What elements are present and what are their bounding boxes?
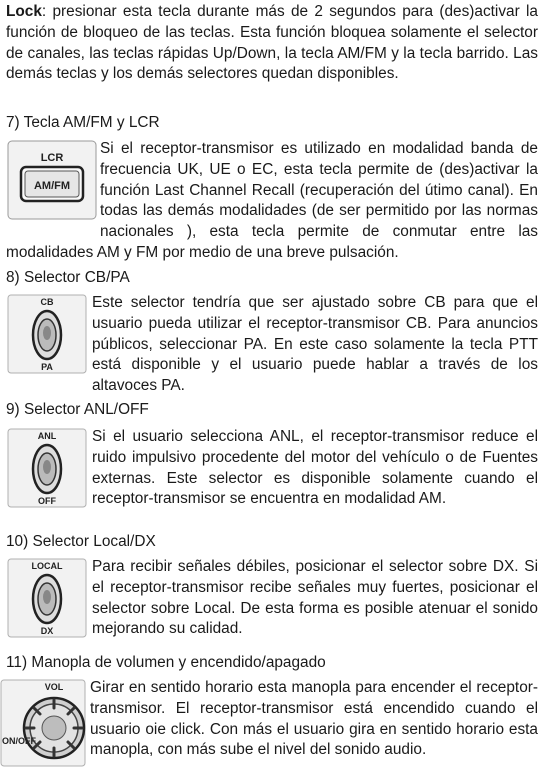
anl-label: ANL: [37, 431, 57, 441]
pa-label: PA: [41, 362, 53, 372]
off-label: OFF: [38, 496, 56, 506]
section-11-heading: 11) Manopla de volumen y encendido/apagado: [6, 654, 326, 671]
section-10-text: Para recibir señales débiles, posicionar el selector sobre DX. Si el receptor-transmisor recibe señales muy fuertes, posicionar el selector sobre Local. De esta forma es posible atenuar el sonido mejorando su calidad.: [92, 558, 538, 638]
section-7-text: Si el receptor-transmisor es utilizado en modalidad banda de frecuencia UK, UE o EC, esta tecla permite de (des)activar la función Last Channel Recall (recuperación del útimo canal). En todas las demás modalidades (de ser permitido por las normas nacionales ), esta tecla permite de conmutar entre las modalidades AM y FM por medio de una breve pulsación.: [6, 140, 538, 261]
cb-pa-switch-icon: [6, 293, 92, 379]
volume-knob-icon: [0, 678, 90, 770]
section-8-body: [0, 293, 538, 397]
section-7-body: [0, 139, 538, 264]
dx-label: DX: [40, 626, 54, 636]
section-10-body: [0, 557, 538, 643]
cb-label: CB: [40, 297, 54, 307]
section-8-text: Este selector tendría que ser ajustado sobre CB para que el usuario pueda utilizar el receptor-transmisor CB. Para anuncios públicos, seleccionar PA. En este caso solamente la tecla PTT está disponible y el usuario puede hablar a través de los altavoces PA.: [92, 294, 538, 395]
section-10-heading: 10) Selector Local/DX: [6, 533, 156, 550]
onoff-label: ON/OFF: [2, 736, 36, 746]
section-9-body: [0, 427, 538, 513]
lock-text: : presionar esta tecla durante más de 2 segundos para (des)activar la función de bloqueo de las teclas. Esta función bloquea solamente el selector de canales, las teclas rápidas Up/Down, la tecla AM/FM y la tecla barrido. Las demás teclas y los demás selectores quedan disponibles.: [6, 3, 538, 83]
section-8-heading: 8) Selector CB/PA: [6, 269, 130, 286]
amfm-label: AM/FM: [33, 180, 71, 192]
section-11-text: Girar en sentido horario esta manopla para encender el receptor-transmisor. El receptor-transmisor está encendido cuando el usuario oie click. Con más el usuario gira en sentido horario esta manopla, con más sube el nivel del sonido audio.: [90, 679, 538, 759]
lock-paragraph: [6, 2, 538, 85]
lock-term: Lock: [6, 3, 42, 20]
section-9-text: Si el usuario selecciona ANL, el receptor-transmisor reduce el ruido impulsivo procedente del motor del vehículo o de Fuentes externas. Este selector es disponible solamente cuando el receptor-transmisor se encuentra en modalidad AM.: [92, 428, 538, 508]
section-11-body: [0, 678, 538, 770]
vol-label: VOL: [44, 682, 64, 692]
lcr-amfm-button-icon: [6, 139, 100, 225]
anl-off-switch-icon: [6, 427, 92, 513]
lcr-label: LCR: [40, 152, 64, 164]
section-7-heading: 7) Tecla AM/FM y LCR: [6, 114, 160, 131]
section-9-heading: 9) Selector ANL/OFF: [6, 401, 149, 418]
local-label: LOCAL: [31, 561, 63, 571]
local-dx-switch-icon: [6, 557, 92, 643]
